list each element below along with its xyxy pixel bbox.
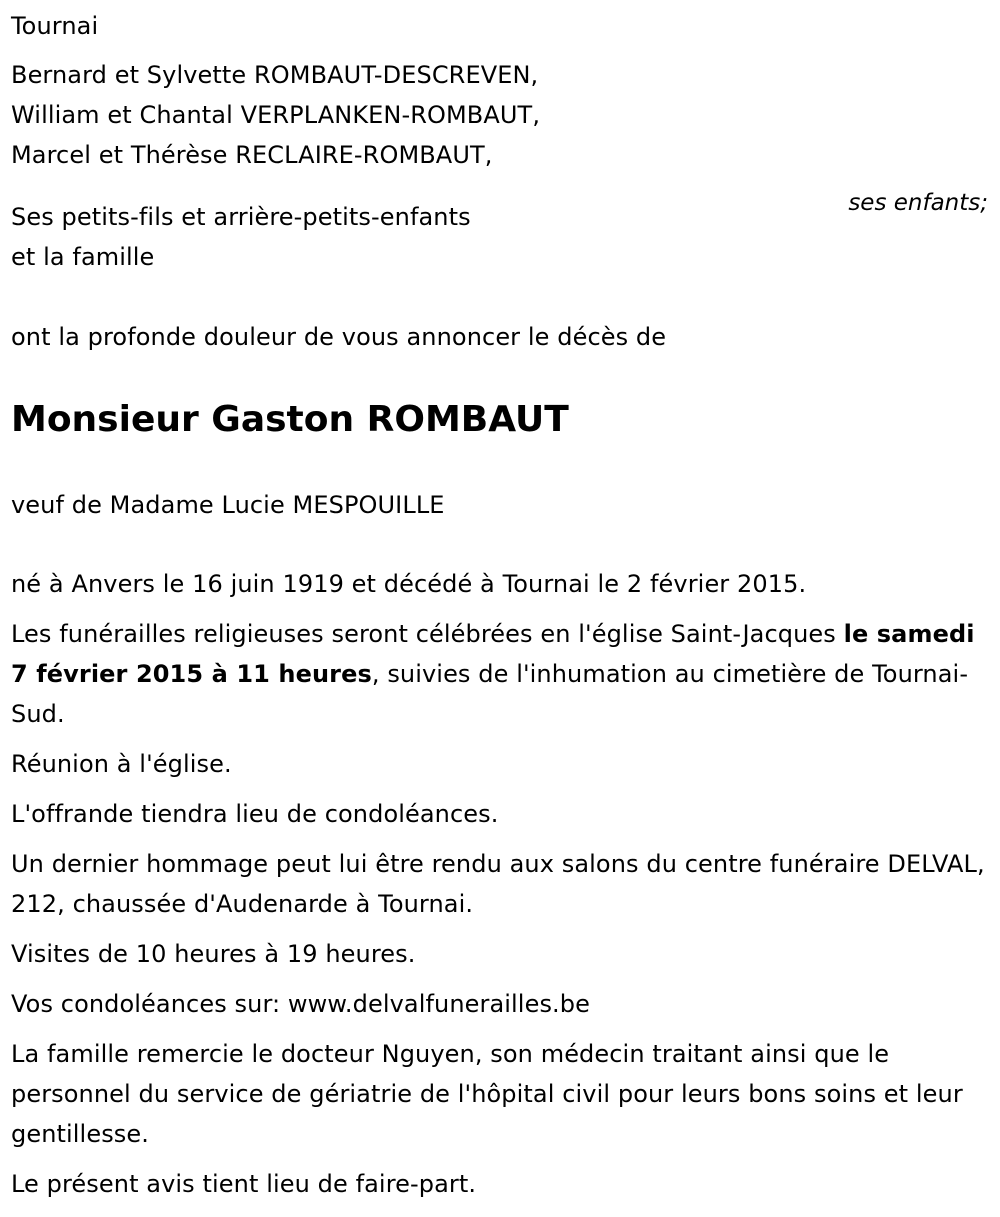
closing-text: Le présent avis tient lieu de faire-part. xyxy=(11,1170,477,1198)
visits-text: Visites de 10 heures à 19 heures. xyxy=(11,940,416,968)
funeral-prefix: Les funérailles religieuses seront célébrées en l'église Saint-Jacques xyxy=(11,620,844,648)
details-section xyxy=(11,564,986,1214)
offering-text: L'offrande tiendra lieu de condoléances. xyxy=(11,800,499,828)
funeral-suffix: , suivies de l'inhumation au cimetière de Tournai-Sud. xyxy=(11,660,969,728)
condolences-link[interactable]: www.delvalfunerailles.be xyxy=(287,990,590,1018)
condolences-label: Vos condoléances sur: xyxy=(11,990,288,1018)
tribute-text: Un dernier hommage peut lui être rendu aux salons du centre funéraire DELVAL, 212, chaussée d'Audenarde à Tournai. xyxy=(11,850,985,918)
meeting-text: Réunion à l'église. xyxy=(11,750,232,778)
city-heading: Tournai xyxy=(11,12,99,40)
child-entry: Bernard et Sylvette ROMBAUT-DESCREVEN, xyxy=(11,61,539,89)
birth-death-text: né à Anvers le 16 juin 1919 et décédé à Tournai le 2 février 2015. xyxy=(11,570,807,598)
announcement-text: ont la profonde douleur de vous annoncer le décès de xyxy=(11,323,667,351)
grandchildren-block xyxy=(11,197,471,277)
deceased-name: Monsieur Gaston ROMBAUT xyxy=(11,399,569,440)
child-entry: William et Chantal VERPLANKEN-ROMBAUT, xyxy=(11,101,541,129)
child-entry: Marcel et Thérèse RECLAIRE-ROMBAUT, xyxy=(11,141,493,169)
children-list xyxy=(11,55,540,175)
condolences-text xyxy=(11,984,986,1024)
grandchildren-line: Ses petits-fils et arrière-petits-enfants xyxy=(11,203,471,231)
funeral-text xyxy=(11,614,986,734)
thanks-text: La famille remercie le docteur Nguyen, son médecin traitant ainsi que le personnel du service de gériatrie de l'hôpital civil pour leurs bons soins et leur gentillesse. xyxy=(11,1040,963,1148)
children-role-label: ses enfants; xyxy=(848,190,988,216)
funeral-date: le samedi 7 février 2015 à 11 heures xyxy=(11,620,975,688)
family-line: et la famille xyxy=(11,243,155,271)
widower-of-text: veuf de Madame Lucie MESPOUILLE xyxy=(11,491,445,519)
